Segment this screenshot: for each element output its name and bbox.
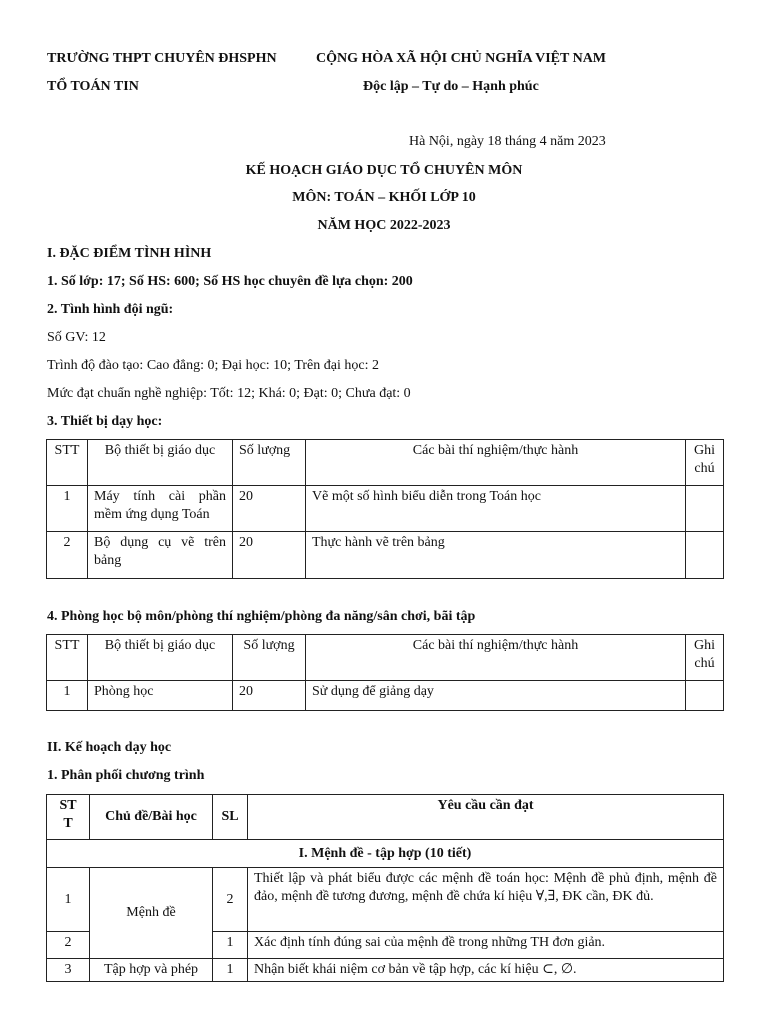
table-cell: Sử dụng để giảng dạy	[306, 681, 686, 711]
table-row	[47, 681, 724, 711]
table-cell: 1	[213, 932, 248, 959]
equipment-heading: 3. Thiết bị dạy học:	[47, 414, 163, 429]
header-cell: Ghi chú	[686, 440, 724, 486]
staff-heading: 2. Tình hình đội ngũ:	[47, 302, 174, 317]
table-cell: 2	[47, 932, 90, 959]
header-cell: Ghi chú	[686, 635, 724, 681]
table-cell: 1	[47, 868, 90, 932]
header-cell: Bộ thiết bị giáo dục	[88, 635, 233, 681]
table-row	[47, 868, 724, 932]
school-name: TRƯỜNG THPT CHUYÊN ĐHSPHN	[47, 51, 277, 66]
table-cell: 1	[213, 959, 248, 982]
department-name: TỔ TOÁN TIN	[47, 79, 139, 94]
header-cell: ST T	[47, 795, 90, 840]
table-cell: 3	[47, 959, 90, 982]
table-cell	[686, 681, 724, 711]
table-cell: 20	[233, 681, 306, 711]
header-cell: Chủ đề/Bài học	[90, 795, 213, 840]
header-cell: Số lượng	[233, 635, 306, 681]
table-cell	[686, 532, 724, 579]
table-cell: 20	[233, 486, 306, 532]
table-cell: 1	[47, 681, 88, 711]
topic-cell: Mệnh đề	[90, 868, 213, 959]
document-subtitle: MÔN: TOÁN – KHỐI LỚP 10	[292, 190, 476, 205]
header-cell: Bộ thiết bị giáo dục	[88, 440, 233, 486]
document-date: Hà Nội, ngày 18 tháng 4 năm 2023	[409, 134, 606, 149]
header-cell: SL	[213, 795, 248, 840]
training-level: Trình độ đào tạo: Cao đẳng: 0; Đại học: 10; Trên đại học: 2	[47, 358, 379, 373]
header-cell: Các bài thí nghiệm/thực hành	[306, 635, 686, 681]
header-cell: STT	[47, 440, 88, 486]
republic-name: CỘNG HÒA XÃ HỘI CHỦ NGHĨA VIỆT NAM	[316, 51, 607, 66]
section-heading: II. Kế hoạch dạy học	[47, 740, 172, 755]
table-cell: 2	[213, 868, 248, 932]
section-heading: I. ĐẶC ĐIỂM TÌNH HÌNH	[47, 246, 212, 261]
room-heading: 4. Phòng học bộ môn/phòng thí nghiệm/phòng đa năng/sân chơi, bãi tập	[47, 609, 476, 624]
program-heading: 1. Phân phối chương trình	[47, 768, 205, 783]
requirement-cell: Thiết lập và phát biểu được các mệnh đề toán học: Mệnh đề phủ định, mệnh đề đảo, mệnh đề tương đương, mệnh đề chứa kí hiệu ∀,∃, ĐK cần, ĐK đủ.	[248, 868, 724, 932]
requirement-cell: Nhận biết khái niệm cơ bản về tập hợp, các kí hiệu ⊂, ∅.	[248, 959, 724, 982]
teacher-count: Số GV: 12	[47, 330, 106, 345]
table-cell: Thực hành vẽ trên bảng	[306, 532, 686, 579]
table-header-row	[47, 795, 724, 840]
program-table	[46, 794, 724, 982]
header-cell: STT	[47, 635, 88, 681]
table-cell: Phòng học	[88, 681, 233, 711]
table-cell: Máy tính cài phần mềm ứng dụng Toán	[88, 486, 233, 532]
table-row	[47, 532, 724, 579]
table-cell	[686, 486, 724, 532]
table-cell: 1	[47, 486, 88, 532]
topic-cell: Tập hợp và phép	[90, 959, 213, 982]
motto: Độc lập – Tự do – Hạnh phúc	[363, 79, 539, 94]
requirement-cell: Xác định tính đúng sai của mệnh đề trong những TH đơn giản.	[248, 932, 724, 959]
group-row	[47, 840, 724, 868]
table-row	[47, 959, 724, 982]
equipment-table	[46, 439, 724, 579]
table-header-row	[47, 635, 724, 681]
header-cell: Các bài thí nghiệm/thực hành	[306, 440, 686, 486]
room-table	[46, 634, 724, 711]
table-cell: 2	[47, 532, 88, 579]
table-cell: Bộ dụng cụ vẽ trên bảng	[88, 532, 233, 579]
table-row	[47, 486, 724, 532]
school-year: NĂM HỌC 2022-2023	[317, 218, 451, 233]
professional-standard: Mức đạt chuẩn nghề nghiệp: Tốt: 12; Khá: 0; Đạt: 0; Chưa đạt: 0	[47, 386, 411, 401]
table-cell: Vẽ một số hình biểu diễn trong Toán học	[306, 486, 686, 532]
table-cell: 20	[233, 532, 306, 579]
document-title: KẾ HOẠCH GIÁO DỤC TỔ CHUYÊN MÔN	[245, 163, 523, 178]
group-title: I. Mệnh đề - tập hợp (10 tiết)	[47, 840, 724, 868]
header-cell: Yêu cầu cần đạt	[248, 795, 724, 840]
header-cell: Số lượng	[233, 440, 306, 486]
table-header-row	[47, 440, 724, 486]
class-info: 1. Số lớp: 17; Số HS: 600; Số HS học chuyên đề lựa chọn: 200	[47, 274, 413, 289]
